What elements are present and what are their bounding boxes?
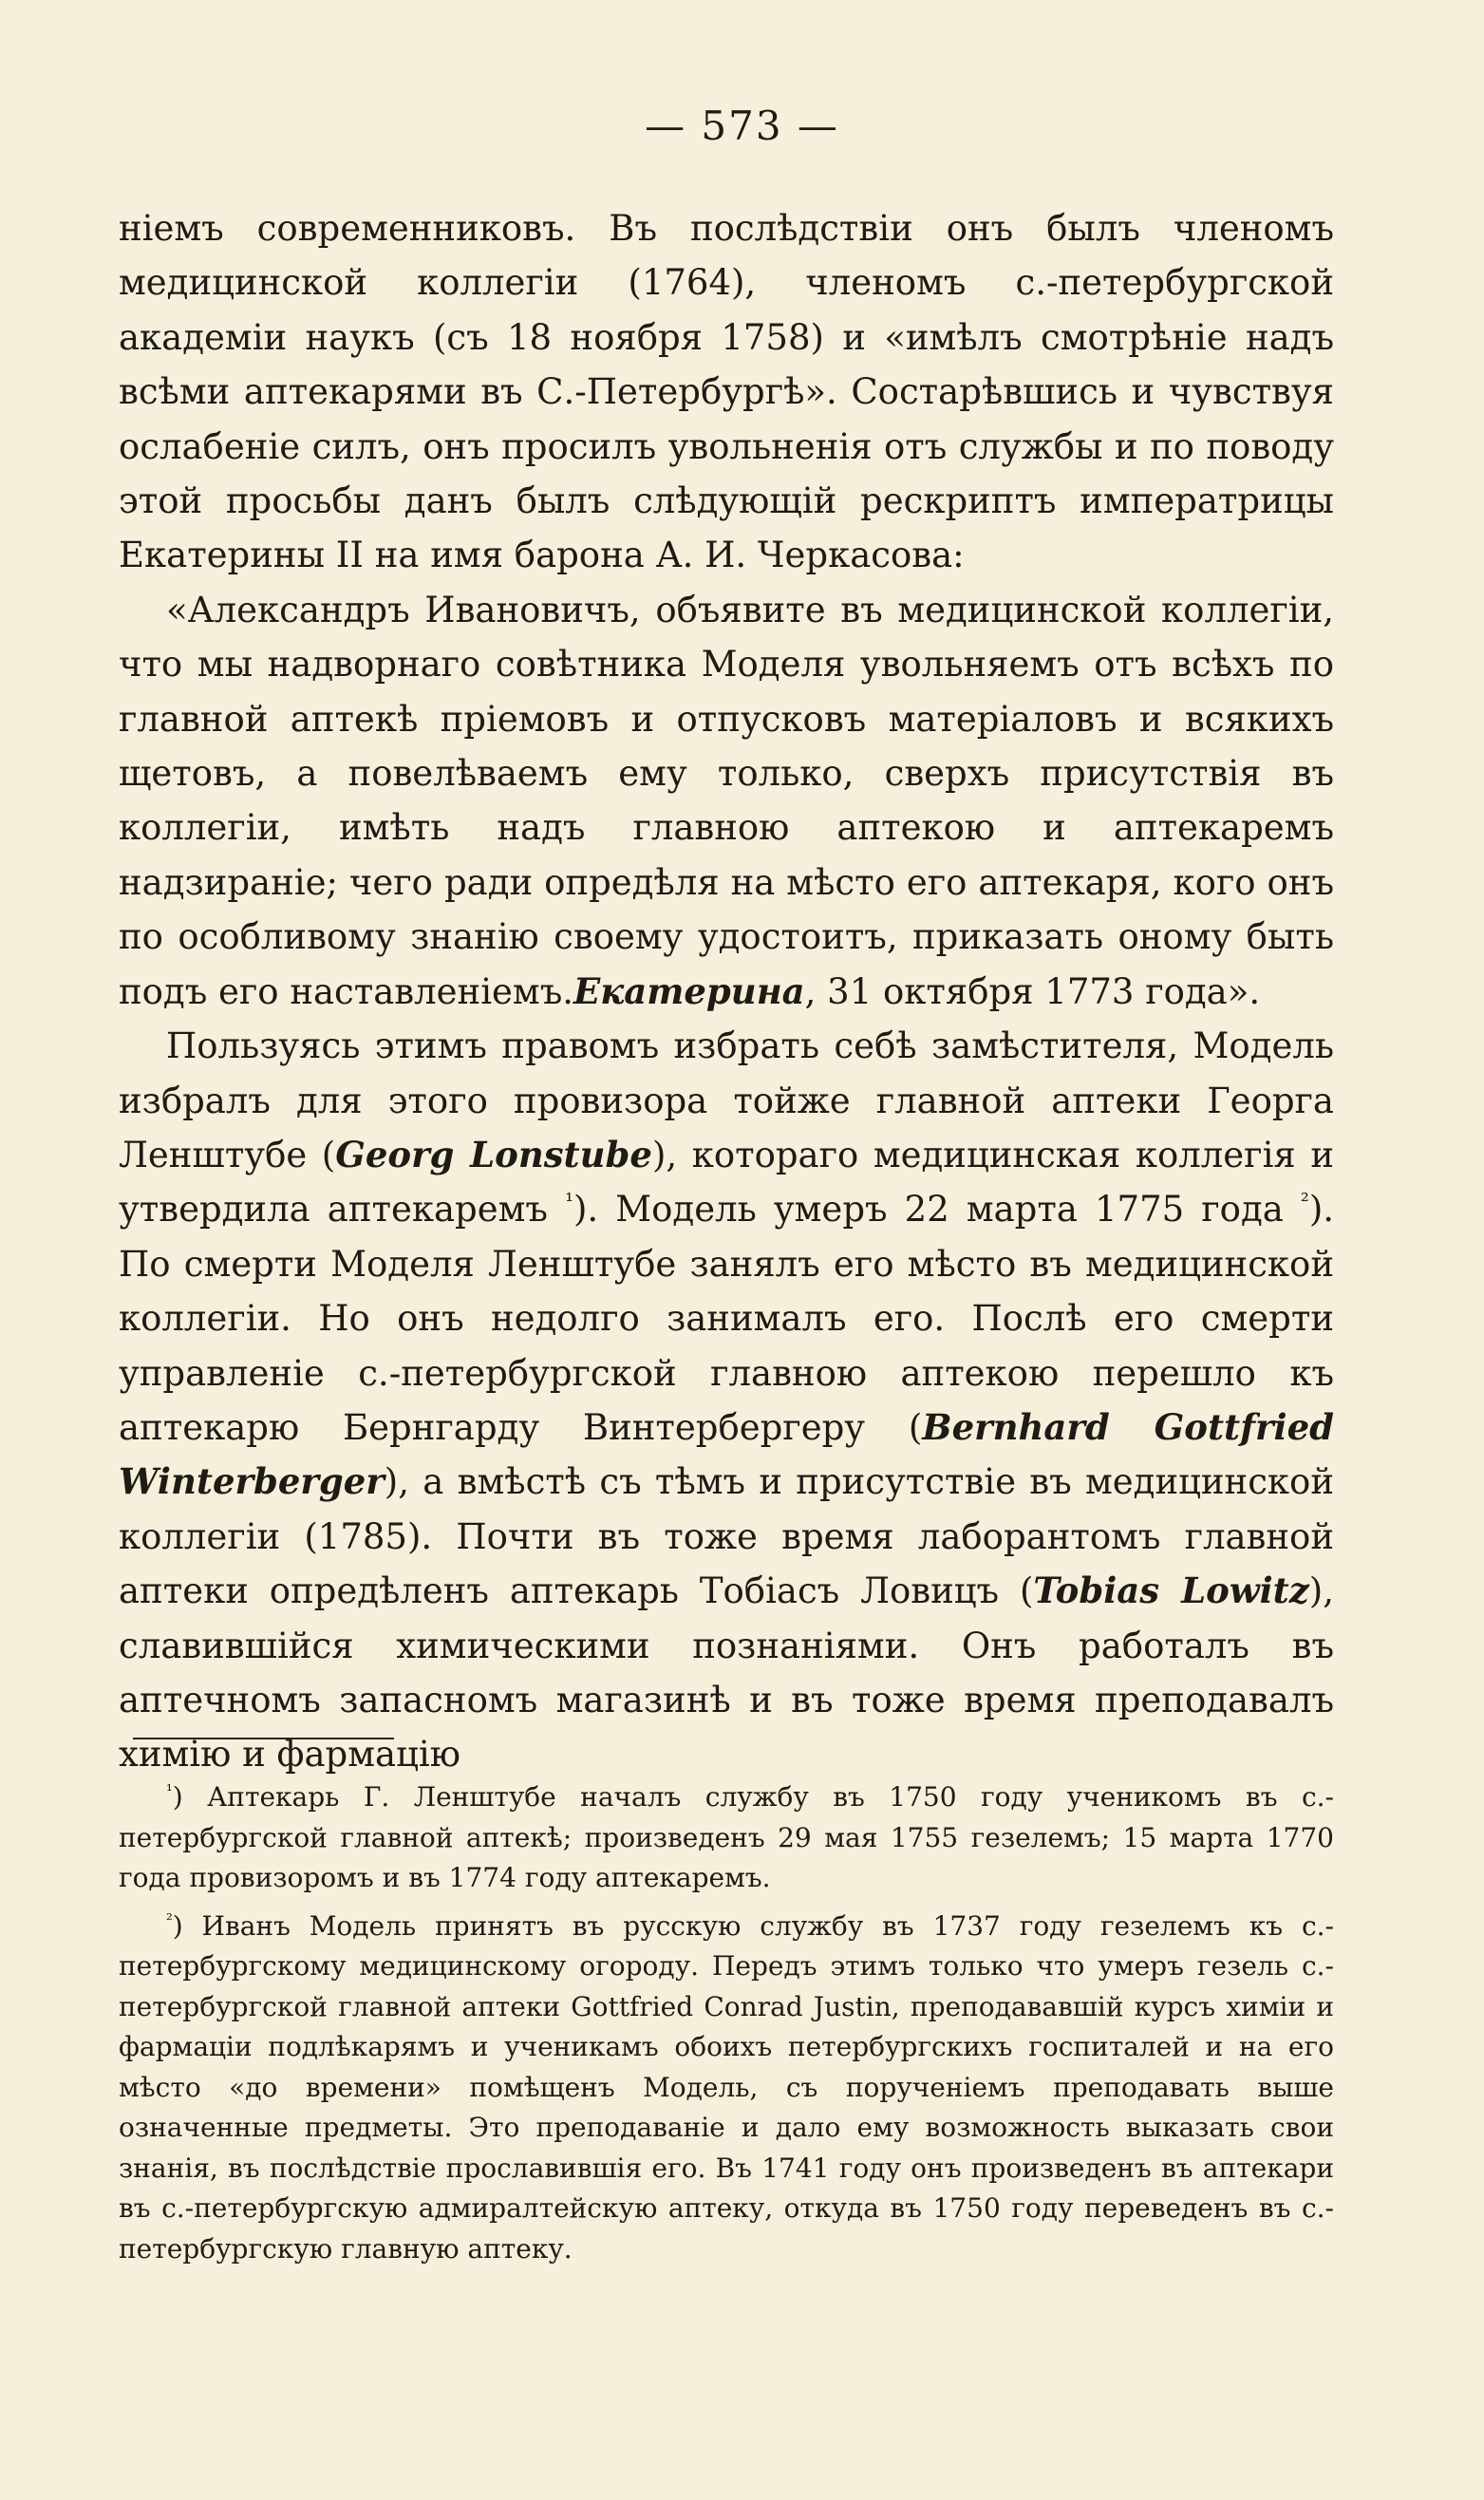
paragraph-3	[119, 1019, 1334, 1782]
p3-part-f: ), славившійся химическими познаніями. Онъ работалъ въ аптечномъ запасномъ магазинѣ и въ тоже время преподавалъ химію и фармацію	[119, 1570, 1334, 1776]
main-text	[119, 201, 1334, 1782]
footnote-1	[119, 1777, 1334, 1899]
paragraph-2-rescript	[119, 583, 1334, 1019]
p3-part-a: Пользуясь этимъ правомъ избрать себѣ замѣстителя, Модель избралъ для этого провизора тойже главной аптеки Георга Ленштубе (	[119, 1025, 1334, 1175]
rescript-text: «Александръ Ивановичъ, объявите въ медицинской коллегіи, что мы надворнаго совѣтника Моделя увольняемъ отъ всѣхъ по главной аптекѣ пріемовъ и отпусковъ матеріаловъ и всякихъ щетовъ, а повелѣваемъ ему только, сверхъ присутствія въ коллегіи, имѣть надъ главною аптекою и аптекаремъ надзираніе; чего ради опредѣля на мѣсто его аптекаря, кого онъ по особливому знанію своему удостоитъ, приказать оному быть подъ его наставленіемъ.	[119, 589, 1334, 1012]
paragraph-1: ніемъ современниковъ. Въ послѣдствіи онъ былъ членомъ медицинской коллегіи (1764), членомъ с.-петербургской академіи наукъ (съ 18 ноября 1758) и «имѣлъ смотрѣніе надъ всѣми аптекарями въ С.-Петербургѣ». Состарѣвшись и чувствуя ослабеніе силъ, онъ просилъ увольненія отъ службы и по поводу этой просьбы данъ былъ слѣдующій рескриптъ императрицы Екатерины II на имя барона А. И. Черкасова:	[119, 208, 1334, 576]
footnote-2-mark: ²	[166, 1909, 173, 1929]
footnote-2	[119, 1907, 1334, 2270]
footnote-ref-1[interactable]: ¹	[565, 1189, 573, 1214]
p3-part-c: ). Модель умеръ 22 марта 1775 года	[573, 1189, 1301, 1231]
footnote-2-text: ) Иванъ Модель принятъ въ русскую службу въ 1737 году гезелемъ къ с.-петербургскому медицинскому огороду. Передъ этимъ только что умеръ гезель с.-петербургской главной аптеки Gottfried Conrad Justin, преподававшій курсъ химіи и фармаціи подлѣкарямъ и ученикамъ обоихъ петербургскихъ госпиталей и на его мѣсто «до времени» помѣщенъ Модель, съ порученіемъ преподавать выше означенные предметы. Это преподаваніе и дало ему возможность выказать свои знанія, въ послѣдствіе прославившія его. Въ 1741 году онъ произведенъ въ аптекари въ с.-петербургскую адмиралтейскую аптеку, откуда въ 1750 году переведенъ въ с.-петербургскую главную аптеку.	[119, 1909, 1334, 2265]
footnotes	[119, 1777, 1334, 2269]
rescript-date: , 31 октября 1773 года».	[804, 970, 1261, 1012]
p3-part-e: ), а вмѣстѣ съ тѣмъ и присутствіе въ медицинской коллегіи (1785). Почти въ тоже время лаборантомъ главной аптеки опредѣленъ аптекарь Тобіасъ Ловицъ (	[119, 1461, 1334, 1612]
footnote-ref-2[interactable]: ²	[1300, 1189, 1309, 1214]
p3-part-d: ). По смерти Моделя Ленштубе занялъ его мѣсто въ медицинской коллегіи. Но онъ недолго занималъ его. Послѣ его смерти управленіе с.-петербургской главною аптекою перешло къ аптекарю Бернгарду Винтербергеру (	[119, 1189, 1335, 1448]
name-winterberger: Bernhard Gottfried Winterberger	[119, 1405, 1335, 1503]
name-lonstube: Georg Lonstube	[335, 1133, 652, 1175]
footnote-1-text: ) Аптекарь Г. Ленштубе началъ службу въ 1750 году ученикомъ въ с.-петербургской главной аптекѣ; произведенъ 29 мая 1755 гезелемъ; 15 марта 1770 года провизоромъ и въ 1774 году аптекаремъ.	[119, 1781, 1334, 1893]
p3-part-b: ), котораго медицинская коллегія и утвердила аптекаремъ	[119, 1134, 1334, 1231]
rescript-signature: Екатерина	[573, 969, 805, 1012]
footnote-divider	[133, 1738, 394, 1739]
footnote-1-mark: ¹	[166, 1780, 173, 1800]
name-lowitz: Tobias Lowitz	[1033, 1570, 1309, 1612]
page-number: — 573 —	[645, 103, 839, 149]
